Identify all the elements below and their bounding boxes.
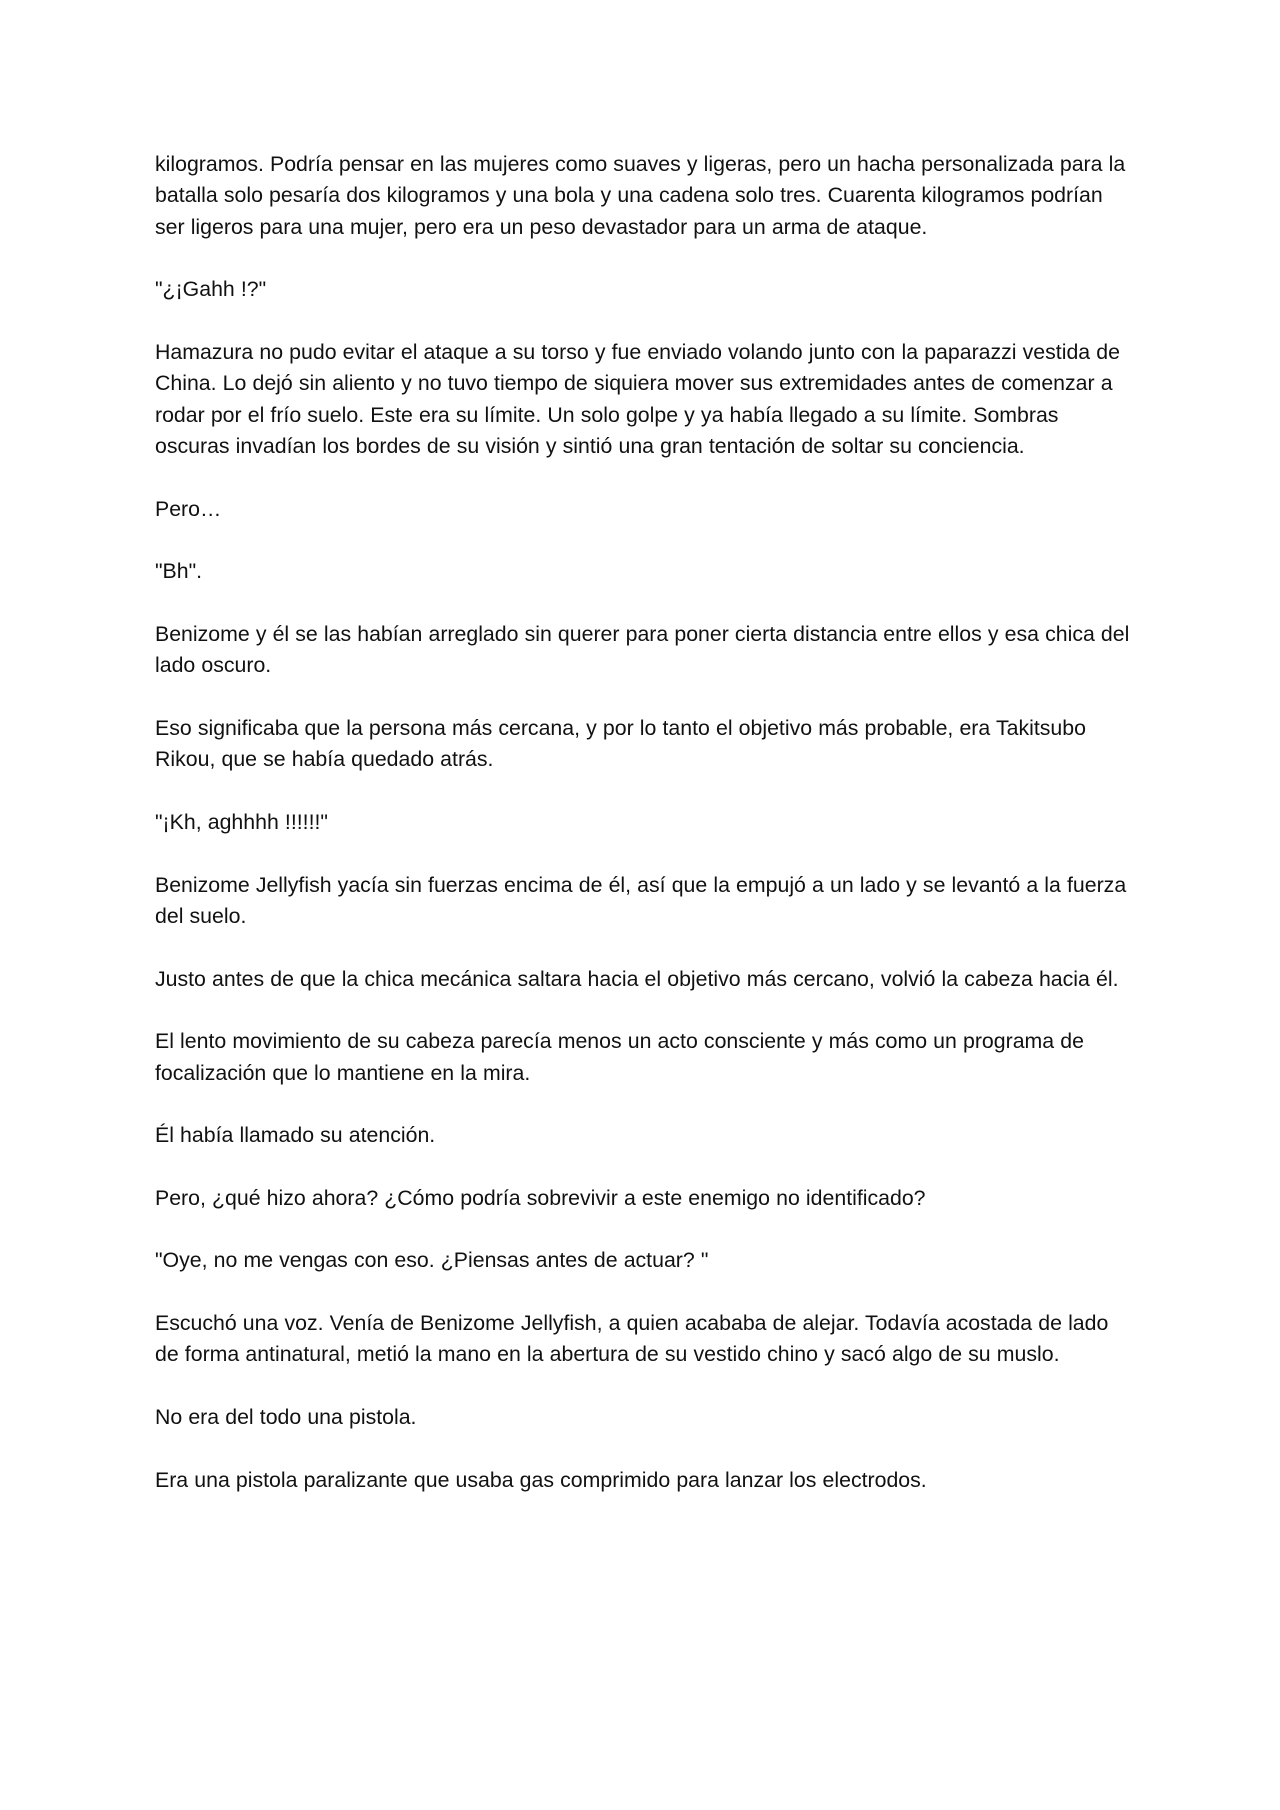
paragraph-10: Justo antes de que la chica mecánica saltara hacia el objetivo más cercano, volvió la cabeza hacia él. [155, 966, 1119, 991]
document-page [155, 149, 1135, 1527]
paragraph-1: kilogramos. Podría pensar en las mujeres como suaves y ligeras, pero un hacha personalizada para la batalla solo pesaría dos kilogramos y una bola y una cadena solo tres. Cuarenta kilogramos podrían ser ligeros para una mujer, pero era un peso devastador para un arma de ataque. [155, 152, 1126, 239]
paragraph-2: "¿¡Gahh !?" [155, 277, 267, 302]
paragraph-16: No era del todo una pistola. [155, 1404, 417, 1429]
paragraph-15: Escuchó una voz. Venía de Benizome Jellyfish, a quien acababa de alejar. Todavía acostada de lado de forma antinatural, metió la mano en la abertura de su vestido chino y sacó algo de su muslo. [155, 1310, 1109, 1367]
paragraph-3: Hamazura no pudo evitar el ataque a su torso y fue enviado volando junto con la paparazzi vestida de China. Lo dejó sin aliento y no tuvo tiempo de siquiera mover sus extremidades antes de comenzar a rodar por el frío suelo. Este era su límite. Un solo golpe y ya había llegado a su límite. Sombras oscuras invadían los bordes de su visión y sintió una gran tentación de soltar su conciencia. [155, 340, 1120, 459]
paragraph-5: "Bh". [155, 559, 203, 584]
paragraph-14: "Oye, no me vengas con eso. ¿Piensas antes de actuar? " [155, 1248, 709, 1273]
paragraph-6: Benizome y él se las habían arreglado sin querer para poner cierta distancia entre ellos y esa chica del lado oscuro. [155, 622, 1130, 678]
paragraph-8: "¡Kh, aghhhh !!!!!!" [155, 810, 328, 834]
paragraph-7: Eso significaba que la persona más cercana, y por lo tanto el objetivo más probable, era Takitsubo Rikou, que se había quedado atrás. [155, 716, 1086, 772]
paragraph-12: Él había llamado su atención. [155, 1123, 436, 1148]
paragraph-9: Benizome Jellyfish yacía sin fuerzas encima de él, así que la empujó a un lado y se levantó a la fuerza del suelo. [155, 872, 1127, 928]
paragraph-4: Pero… [155, 496, 222, 521]
paragraph-11: El lento movimiento de su cabeza parecía menos un acto consciente y más como un programa de focalización que lo mantiene en la mira. [155, 1029, 1084, 1085]
paragraph-13: Pero, ¿qué hizo ahora? ¿Cómo podría sobrevivir a este enemigo no identificado? [155, 1185, 926, 1210]
paragraph-17: Era una pistola paralizante que usaba gas comprimido para lanzar los electrodos. [155, 1467, 927, 1492]
